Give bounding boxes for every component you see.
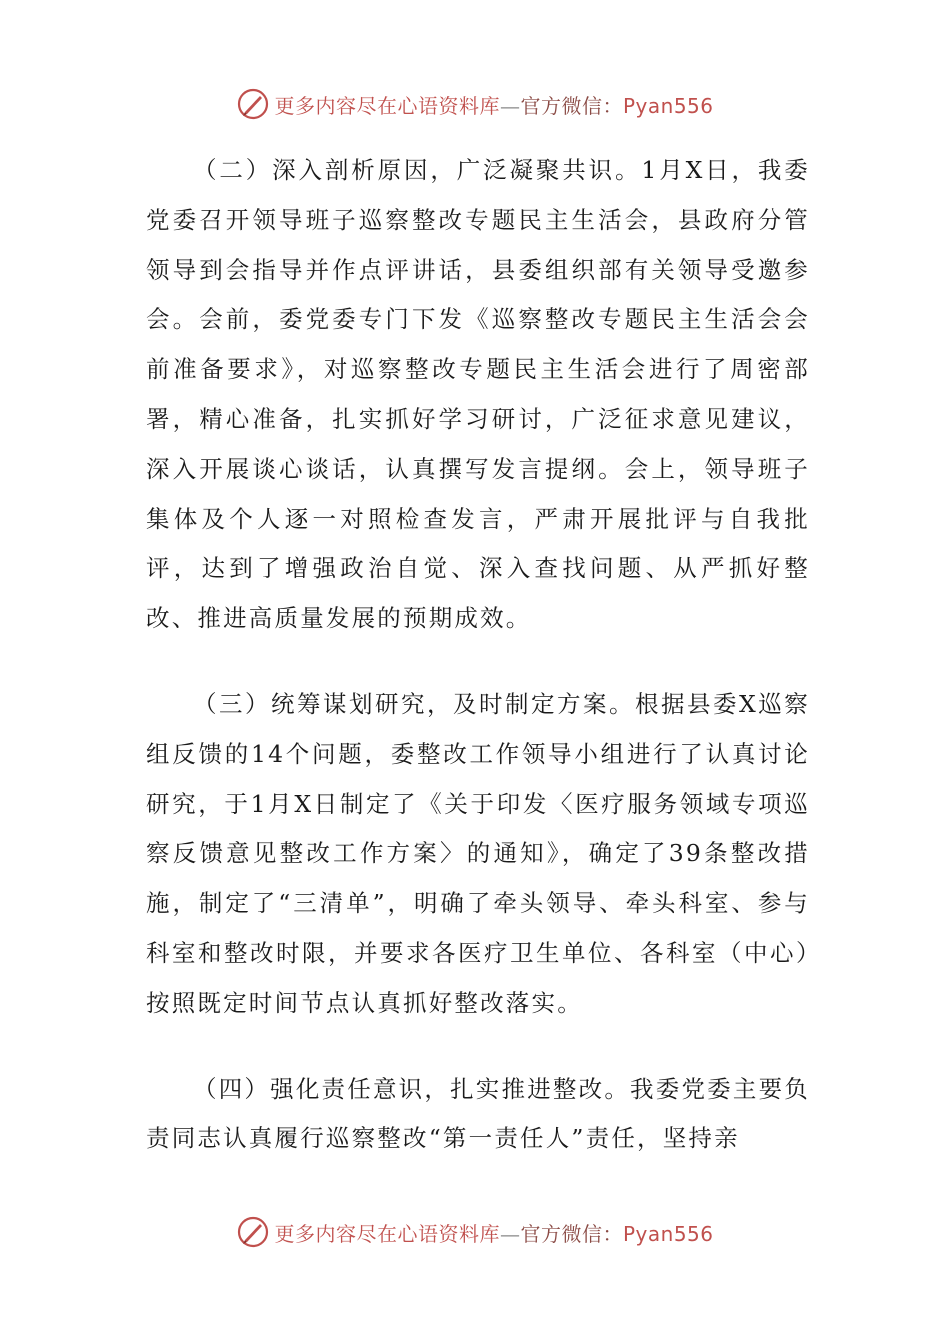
paragraph-section-4: （四）强化责任意识，扎实推进整改。我委党委主要负责同志认真履行巡察整改“第一责任人”责任，坚持亲 [146,1074,810,1153]
banner-text [274,90,713,119]
quill-seal-icon [236,87,270,121]
header-watermark-banner [0,84,950,124]
quill-seal-icon [236,1215,270,1249]
banner-wechat-label: 官方微信： [520,93,623,118]
banner-text [274,1218,713,1247]
footer-watermark-banner [0,1212,950,1252]
banner-wechat-id: Pyan556 [622,1221,714,1246]
document-body [146,146,810,1164]
banner-wechat-id: Pyan556 [622,93,714,118]
paragraph-section-2: （二）深入剖析原因，广泛凝聚共识。1月X日，我委党委召开领导班子巡察整改专题民主生活会，县政府分管领导到会指导并作点评讲话，县委组织部有关领导受邀参会。会前，委党委专门下发《巡察整改专题民主生活会会前准备要求》，对巡察整改专题民主生活会进行了周密部署，精心准备，扎实抓好学习研讨，广泛征求意见建议，深入开展谈心谈话，认真撰写发言提纲。会上，领导班子集体及个人逐一对照检查发言，严肃开展批评与自我批评，达到了增强政治自觉、深入查找问题、从严抓好整改、推进高质量发展的预期成效。 [146,156,810,633]
banner-dash: — [499,93,521,118]
banner-lead: 更多内容尽在心语资料库 [274,93,500,118]
paragraph-section-3: （三）统筹谋划研究，及时制定方案。根据县委X巡察组反馈的14个问题，委整改工作领导小组进行了认真讨论研究，于1月X日制定了《关于印发〈医疗服务领域专项巡察反馈意见整改工作方案〉的通知》，确定了39条整改措施，制定了“三清单”，明确了牵头领导、牵头科室、参与科室和整改时限，并要求各医疗卫生单位、各科室（中心）按照既定时间节点认真抓好整改落实。 [146,689,810,1017]
banner-lead: 更多内容尽在心语资料库 [274,1221,500,1246]
banner-dash: — [499,1221,521,1246]
banner-wechat-label: 官方微信： [520,1221,623,1246]
